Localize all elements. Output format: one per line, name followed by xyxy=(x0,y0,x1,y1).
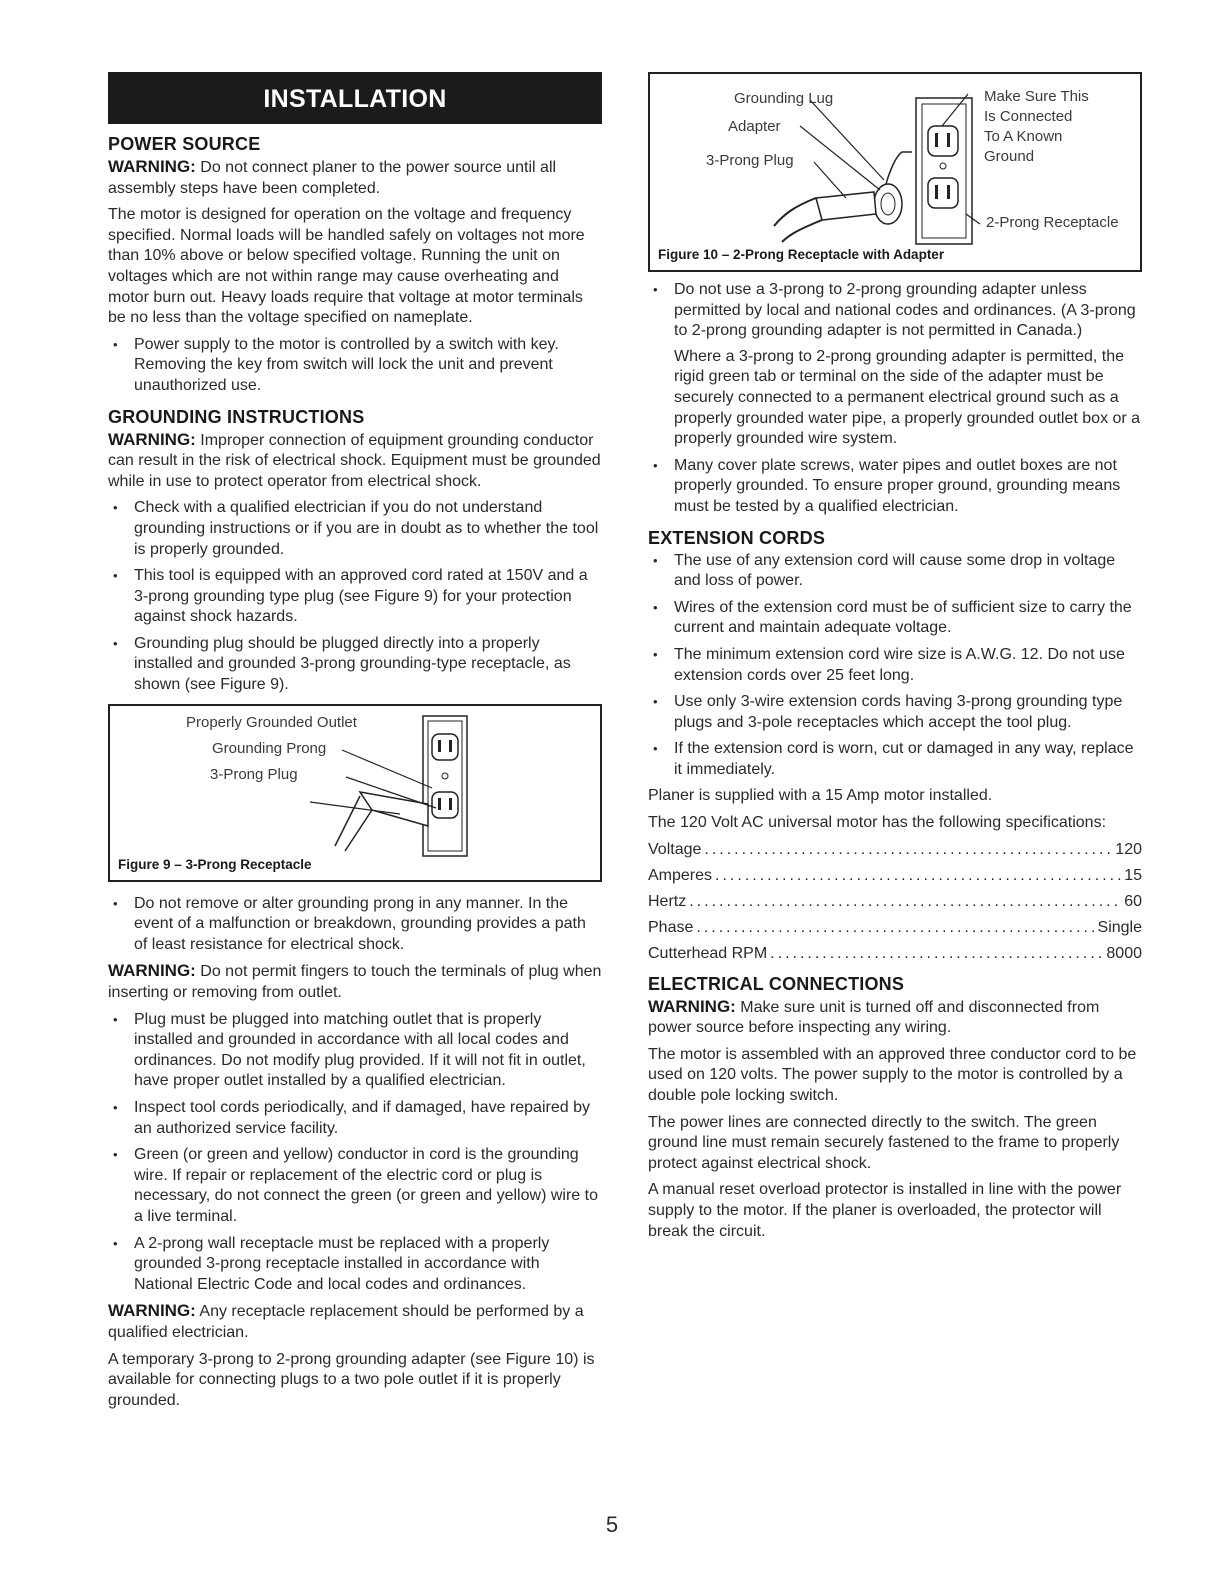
spec-label: Hertz xyxy=(648,892,687,910)
figure-10-label-make-sure-4: Ground xyxy=(984,148,1035,165)
spec-label: Cutterhead RPM xyxy=(648,944,768,962)
left-column xyxy=(108,72,602,1417)
figure-10 xyxy=(648,72,1142,272)
grounding-list xyxy=(108,498,602,695)
warning-label: WARNING: xyxy=(648,996,736,1016)
electrical-paragraph-1: The motor is assembled with an approved three conductor cord to be used on 120 volts. The power supply to the motor is controlled by a double pole locking switch. xyxy=(648,1045,1137,1105)
list-item: • The use of any extension cord will cause some drop in voltage and loss of power. xyxy=(648,551,1142,592)
figure-10-label-plug: 3-Prong Plug xyxy=(706,152,794,169)
spec-value: 8000 xyxy=(1106,944,1142,962)
figure-10-label-make-sure-3: To A Known xyxy=(984,128,1063,145)
list-item: • Plug must be plugged into matching outlet that is properly installed and grounded in accordance with all local codes and ordinances. Do not modify plug provided. If it will not fit in outlet, have proper outlet installed by a qualified electrician. xyxy=(108,1010,602,1092)
spec-label: Voltage xyxy=(648,840,702,858)
grounding-heading: GROUNDING INSTRUCTIONS xyxy=(108,406,365,427)
warning-label: WARNING: xyxy=(108,429,196,449)
list-item: • Green (or green and yellow) conductor in cord is the grounding wire. If repair or replacement of the electric cord or plug is necessary, do not connect the green (or green and yellow) wire to a live terminal. xyxy=(108,1145,602,1227)
spec-leader xyxy=(770,944,1103,964)
grounding-final-paragraph: A temporary 3-prong to 2-prong grounding adapter (see Figure 10) is available for connecting plugs to a two pole outlet if it is properly grounded. xyxy=(108,1350,595,1409)
warning-text: Do not connect planer to the power source until all assembly steps have been completed. xyxy=(108,159,557,197)
power-source-list xyxy=(108,335,602,397)
electrical-connections-heading: ELECTRICAL CONNECTIONS xyxy=(648,973,905,994)
extension-cords-heading: EXTENSION CORDS xyxy=(648,527,826,548)
grounding-list-2 xyxy=(108,894,602,956)
list-item: • Use only 3-wire extension cords having 3-prong grounding type plugs and 3-pole receptacles which accept the tool plug. xyxy=(648,692,1142,733)
list-item-subtext: Where a 3-prong to 2-prong grounding adapter is permitted, the rigid green tab or terminal on the side of the adapter must be securely connected to a permanent electrical ground such as a properly grounded water pipe, a properly grounded outlet box or a properly grounded wire system. xyxy=(674,347,1141,448)
spec-row xyxy=(648,840,1142,860)
list-item: • A 2-prong wall receptacle must be replaced with a properly grounded 3-prong receptacle installed in accordance with National Electric Code and local codes and ordinances. xyxy=(108,1234,602,1296)
extension-paragraph-1: Planer is supplied with a 15 Amp motor installed. xyxy=(648,787,993,805)
warning-text: Improper connection of equipment grounding conductor can result in the risk of electrical shock. Equipment must be grounded while in use to protect operator from electrical shock. xyxy=(108,431,601,490)
three-prong-receptacle-illustration xyxy=(110,706,600,876)
spec-value: Single xyxy=(1097,918,1142,936)
electrical-paragraph-2: The power lines are connected directly to the switch. The green ground line must remain securely fastened to the frame to properly protect against electrical shock. xyxy=(648,1113,1120,1172)
figure-9 xyxy=(108,704,602,882)
right-column xyxy=(648,72,1142,1248)
figure-10-label-make-sure-1: Make Sure This xyxy=(984,88,1089,105)
figure-10-label-receptacle: 2-Prong Receptacle xyxy=(986,214,1119,231)
list-item: • Grounding plug should be plugged directly into a properly installed and grounded 3-prong grounding-type receptacle, as shown (see Figure 9). xyxy=(108,634,602,696)
warning-text: Any receptacle replacement should be performed by a qualified electrician. xyxy=(108,1303,584,1341)
grounding-list-3 xyxy=(108,1010,602,1296)
extension-paragraph-2: The 120 Volt AC universal motor has the following specifications: xyxy=(648,814,1107,832)
figure-9-label-prong: Grounding Prong xyxy=(212,739,327,757)
spec-leader xyxy=(715,866,1121,886)
spec-leader xyxy=(704,840,1112,860)
grounding-warning-3 xyxy=(108,1301,602,1343)
installation-banner: INSTALLATION xyxy=(108,72,602,124)
adapter-list xyxy=(648,280,1142,518)
extension-list xyxy=(648,551,1142,781)
figure-10-label-adapter: Adapter xyxy=(728,118,781,135)
grounding-warning xyxy=(108,430,602,493)
spec-row xyxy=(648,892,1142,912)
spec-label: Amperes xyxy=(648,866,713,884)
warning-label: WARNING: xyxy=(108,1301,196,1321)
electrical-warning xyxy=(648,997,1142,1039)
spec-table xyxy=(648,840,1142,964)
power-source-paragraph: The motor is designed for operation on the voltage and frequency specified. Normal loads will be handled safely on voltages not more than 10% above or below specified voltage. Running the unit on voltages which are not within range may cause overheating and motor burn out. Heavy loads require that voltage at motor terminals be no less than the voltage specified on nameplate. xyxy=(108,206,585,327)
spec-row xyxy=(648,866,1142,886)
figure-10-label-make-sure-2: Is Connected xyxy=(984,108,1073,125)
figure-10-caption: Figure 10 – 2-Prong Receptacle with Adapter xyxy=(658,247,945,262)
list-item xyxy=(648,280,1142,450)
power-source-warning xyxy=(108,157,602,199)
list-item: • Do not remove or alter grounding prong in any manner. In the event of a malfunction or breakdown, grounding provides a path of least resistance for electrical shock. xyxy=(108,894,602,956)
list-item: • Many cover plate screws, water pipes and outlet boxes are not properly grounded. To ensure proper ground, grounding means must be tested by a qualified electrician. xyxy=(648,456,1142,518)
list-item-text: Do not use a 3-prong to 2-prong grounding adapter unless permitted by local and national codes and ordinances. (A 3-prong to 2-prong grounding adapter is not permitted in Canada.) xyxy=(674,281,1136,340)
figure-9-label-plug: 3-Prong Plug xyxy=(210,765,298,783)
spec-label: Phase xyxy=(648,918,694,936)
power-source-heading: POWER SOURCE xyxy=(108,134,261,154)
spec-row xyxy=(648,944,1142,964)
grounding-warning-2 xyxy=(108,961,602,1003)
warning-label: WARNING: xyxy=(108,157,196,176)
list-item: • Wires of the extension cord must be of sufficient size to carry the current and maintain adequate voltage. xyxy=(648,598,1142,639)
warning-text: Make sure unit is turned off and disconnected from power source before inspecting any wiring. xyxy=(648,998,1100,1037)
figure-9-label-outlet: Properly Grounded Outlet xyxy=(186,713,357,731)
list-item: • If the extension cord is worn, cut or damaged in any way, replace it immediately. xyxy=(648,739,1142,780)
warning-label: WARNING: xyxy=(108,961,196,981)
page-number: 5 xyxy=(605,1512,619,1537)
spec-leader xyxy=(696,918,1094,938)
figure-9-caption: Figure 9 – 3-Prong Receptacle xyxy=(118,856,312,872)
list-item: • Power supply to the motor is controlled by a switch with key. Removing the key from switch will lock the unit and prevent unauthorized use. xyxy=(108,335,602,397)
list-item: • The minimum extension cord wire size is A.W.G. 12. Do not use extension cords over 25 feet long. xyxy=(648,645,1142,686)
list-item: • Inspect tool cords periodically, and if damaged, have repaired by an authorized service facility. xyxy=(108,1098,602,1139)
spec-value: 60 xyxy=(1124,892,1142,910)
electrical-paragraph-3: A manual reset overload protector is installed in line with the power supply to the motor. If the planer is overloaded, the protector will break the circuit. xyxy=(648,1181,1122,1240)
list-item: • This tool is equipped with an approved cord rated at 150V and a 3-prong grounding type plug (see Figure 9) for your protection against shock hazards. xyxy=(108,566,602,628)
figure-10-label-lug: Grounding Lug xyxy=(734,90,834,107)
spec-value: 120 xyxy=(1115,840,1142,858)
warning-text: Do not permit fingers to touch the terminals of plug when inserting or removing from outlet. xyxy=(108,963,602,1002)
list-item: • Check with a qualified electrician if you do not understand grounding instructions or if you are in doubt as to whether the tool is properly grounded. xyxy=(108,498,602,560)
spec-value: 15 xyxy=(1124,866,1142,884)
spec-row xyxy=(648,918,1142,938)
spec-leader xyxy=(689,892,1121,912)
